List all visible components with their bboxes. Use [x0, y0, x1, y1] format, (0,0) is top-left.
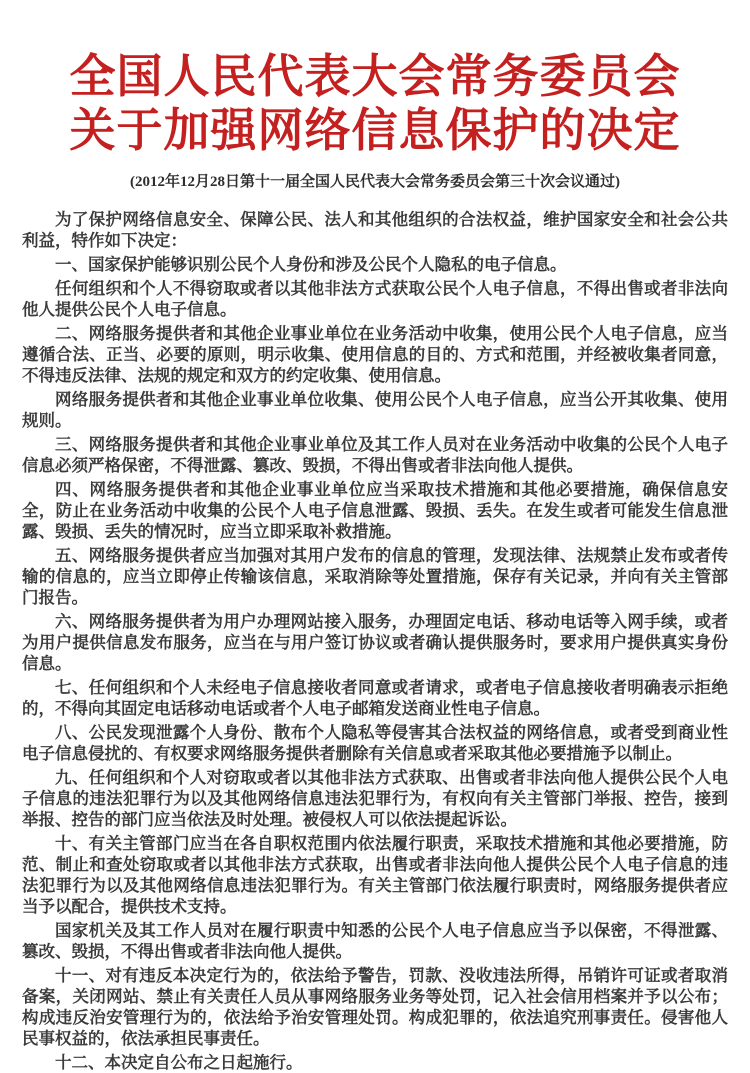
article-5: 五、网络服务提供者应当加强对其用户发布的信息的管理，发现法律、法规禁止发布或者传输的信息的，应当立即停止传输该信息，采取消除等处置措施，保存有关记录，并向有关主管部门报告。 — [22, 545, 728, 607]
article-4: 四、网络服务提供者和其他企业事业单位应当采取技术措施和其他必要措施，确保信息安全，防止在业务活动中收集的公民个人电子信息泄露、毁损、丢失。在发生或者可能发生信息泄露、毁损、丢失的情况时，应当立即采取补救措施。 — [22, 479, 728, 541]
article-1-clause-2: 任何组织和个人不得窃取或者以其他非法方式获取公民个人电子信息，不得出售或者非法向他人提供公民个人电子信息。 — [22, 278, 728, 319]
article-11: 十一、对有违反本决定行为的，依法给予警告，罚款、没收违法所得，吊销许可证或者取消备案，关闭网站、禁止有关责任人员从事网络服务业务等处罚，记入社会信用档案并予以公布；构成违反治安管理行为的，依法给予治安管理处罚。构成犯罪的，依法追究刑事责任。侵害他人民事权益的，依法承担民事责任。 — [22, 965, 728, 1048]
article-6: 六、网络服务提供者为用户办理网站接入服务，办理固定电话、移动电话等入网手续，或者为用户提供信息发布服务，应当在与用户签订协议或者确认提供服务时，要求用户提供真实身份信息。 — [22, 611, 728, 673]
article-3: 三、网络服务提供者和其他企业事业单位及其工作人员对在业务活动中收集的公民个人电子信息必须严格保密，不得泄露、篡改、毁损，不得出售或者非法向他人提供。 — [22, 434, 728, 475]
document-page — [0, 50, 750, 1072]
paragraph-preamble: 为了保护网络信息安全、保障公民、法人和其他组织的合法权益，维护国家安全和社会公共利益，特作如下决定： — [22, 209, 728, 250]
article-10: 十、有关主管部门应当在各自职权范围内依法履行职责，采取技术措施和其他必要措施，防范、制止和查处窃取或者以其他非法方式获取，出售或者非法向他人提供公民个人电子信息的违法犯罪行为以及其他网络信息违法犯罪行为。有关主管部门依法履行职责时，网络服务提供者应当予以配合，提供技术支持。 — [22, 833, 728, 916]
title-line-1: 全国人民代表大会常务委员会 — [69, 51, 681, 102]
document-title — [22, 50, 728, 158]
article-2: 二、网络服务提供者和其他企业事业单位在业务活动中收集，使用公民个人电子信息，应当遵循合法、正当、必要的原则，明示收集、使用信息的目的、方式和范围，并经被收集者同意，不得违反法律、法规的规定和双方的约定收集、使用信息。 — [22, 323, 728, 385]
article-7: 七、任何组织和个人未经电子信息接收者同意或者请求，或者电子信息接收者明确表示拒绝的，不得向其固定电话移动电话或者个人电子邮箱发送商业性电子信息。 — [22, 677, 728, 718]
article-12: 十二、本决定自公布之日起施行。 — [55, 1052, 303, 1072]
adoption-dateline: (2012年12月28日第十一届全国人民代表大会常务委员会第三十次会议通过) — [130, 173, 620, 190]
article-8: 八、公民发现泄露个人身份、散布个人隐私等侵害其合法权益的网络信息，或者受到商业性电子信息侵扰的、有权要求网络服务提供者删除有关信息或者采取其他必要措施予以制止。 — [22, 722, 728, 763]
article-9: 九、任何组织和个人对窃取或者以其他非法方式获取、出售或者非法向他人提供公民个人电子信息的违法犯罪行为以及其他网络信息违法犯罪行为，有权向有关主管部门举报、控告，接到举报、控告的部门应当依法及时处理。被侵权人可以依法提起诉讼。 — [22, 767, 728, 829]
article-2-clause-2: 网络服务提供者和其他企业事业单位收集、使用公民个人电子信息，应当公开其收集、使用规则。 — [22, 389, 728, 430]
article-1: 一、国家保护能够识别公民个人身份和涉及公民个人隐私的电子信息。 — [55, 254, 567, 274]
document-body — [22, 209, 728, 1073]
article-10-clause-2: 国家机关及其工作人员对在履行职责中知悉的公民个人电子信息应当予以保密，不得泄露、篡改、毁损，不得出售或者非法向他人提供。 — [22, 920, 728, 961]
title-line-2: 关于加强网络信息保护的决定 — [69, 104, 681, 156]
